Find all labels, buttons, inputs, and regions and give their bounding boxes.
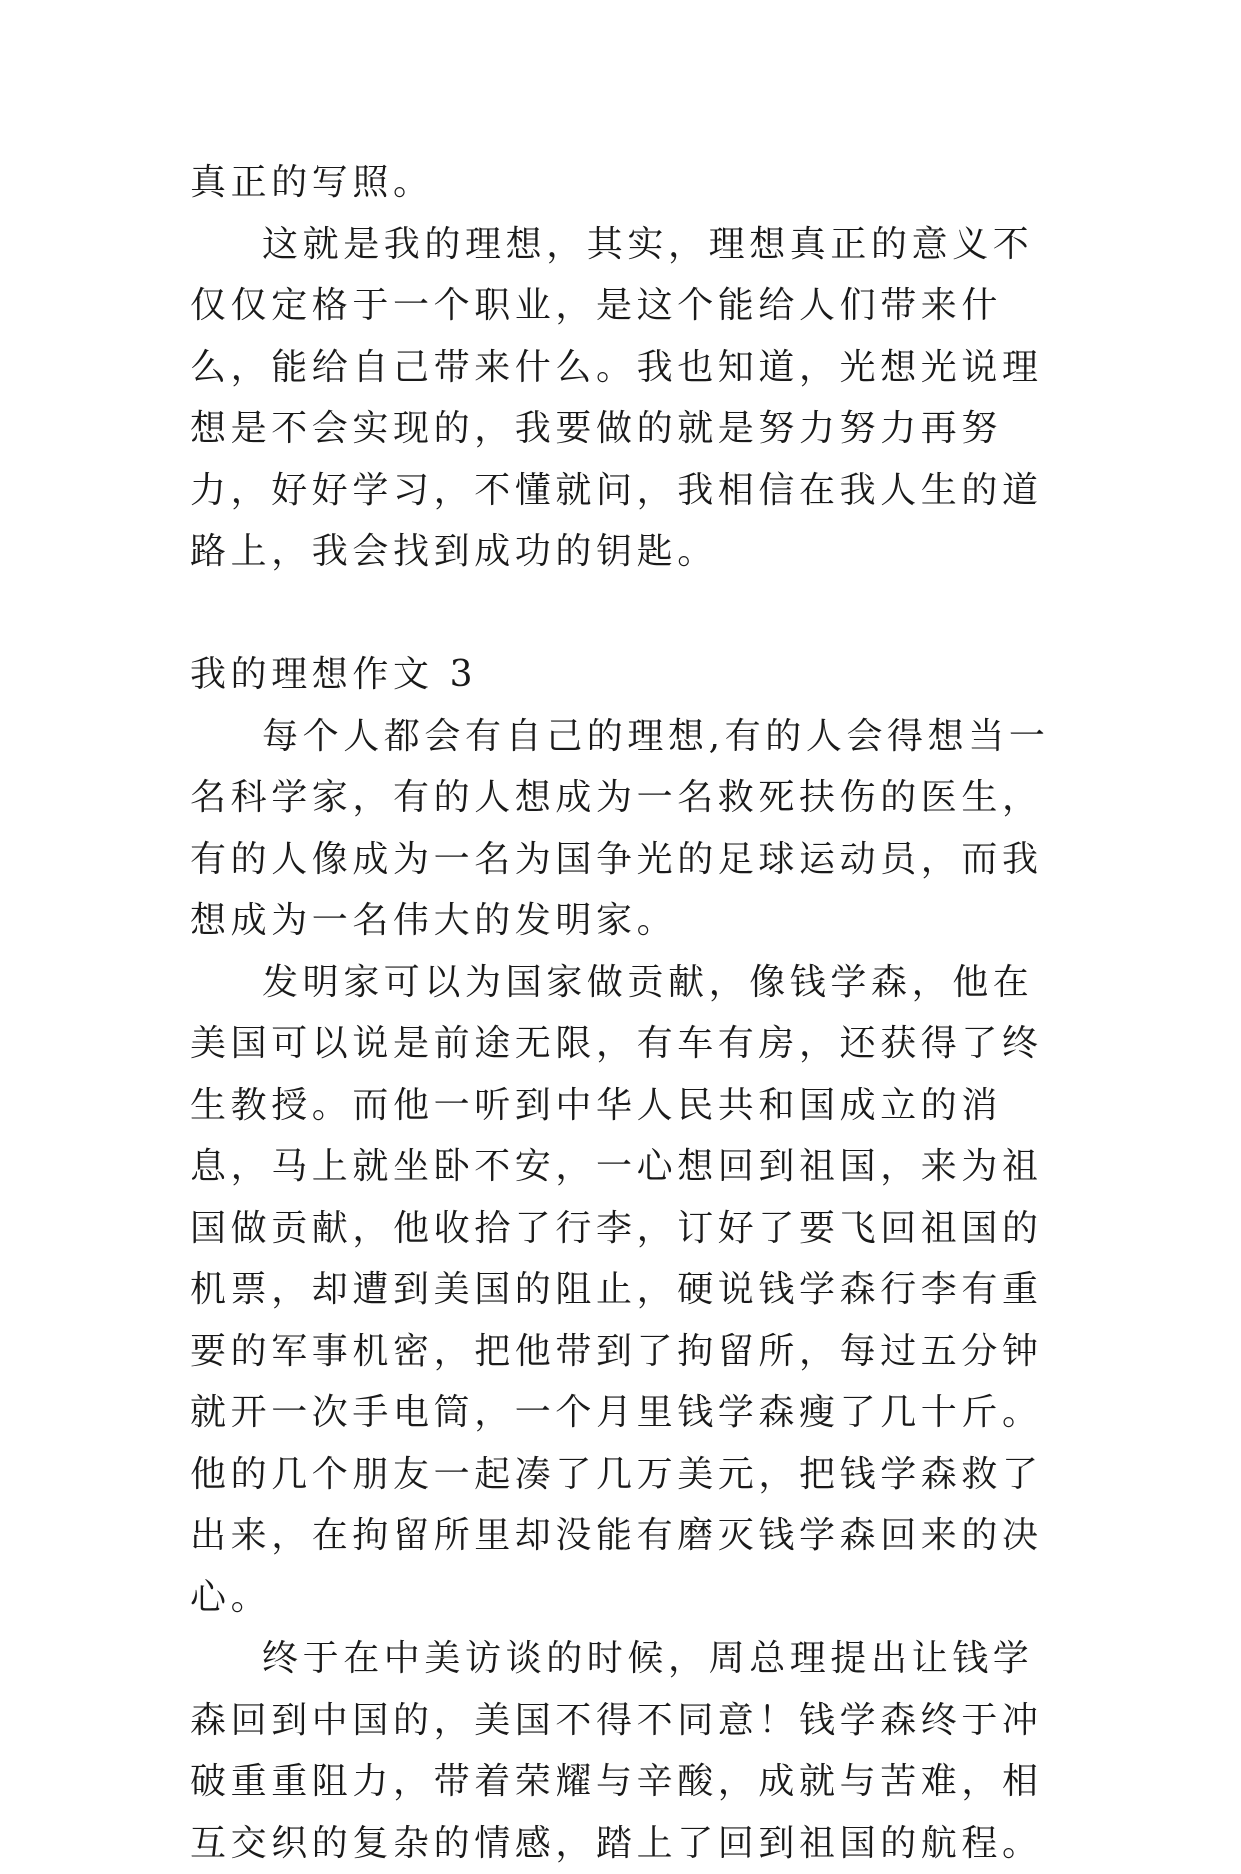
paragraph-continuation: 真正的写照。	[190, 162, 434, 203]
document-body	[190, 152, 1070, 1874]
section-spacer	[190, 583, 1070, 645]
paragraph-ideal-meaning: 这就是我的理想，其实，理想真正的意义不仅仅定格于一个职业，是这个能给人们带来什么，能给自己带来什么。我也知道，光想光说理想是不会实现的，我要做的就是努力努力再努力，好好学习，不懂就问，我相信在我人生的道路上，我会找到成功的钥匙。	[190, 223, 1043, 572]
paragraph-inventor: 发明家可以为国家做贡献，像钱学森，他在美国可以说是前途无限，有车有房，还获得了终生教授。而他一听到中华人民共和国成立的消息，马上就坐卧不安，一心想回到祖国，来为祖国做贡献，他收拾了行李，订好了要飞回祖国的机票，却遭到美国的阻止，硬说钱学森行李有重要的军事机密，把他带到了拘留所，每过五分钟就开一次手电筒，一个月里钱学森瘦了几十斤。他的几个朋友一起凑了几万美元，把钱学森救了出来，在拘留所里却没能有磨灭钱学森回来的决心。	[190, 961, 1043, 1618]
paragraph-return-home: 终于在中美访谈的时候，周总理提出让钱学森回到中国的，美国不得不同意！钱学森终于冲破重重阻力，带着荣耀与辛酸，成就与苦难，相互交织的复杂的情感，踏上了回到祖国的航程。	[190, 1638, 1043, 1864]
paragraph-everyone-ideal: 每个人都会有自己的理想,有的人会得想当一名科学家，有的人想成为一名救死扶伤的医生，有的人像成为一名为国争光的足球运动员，而我想成为一名伟大的发明家。	[190, 715, 1050, 941]
essay-heading: 我的理想作文 3	[190, 654, 478, 695]
